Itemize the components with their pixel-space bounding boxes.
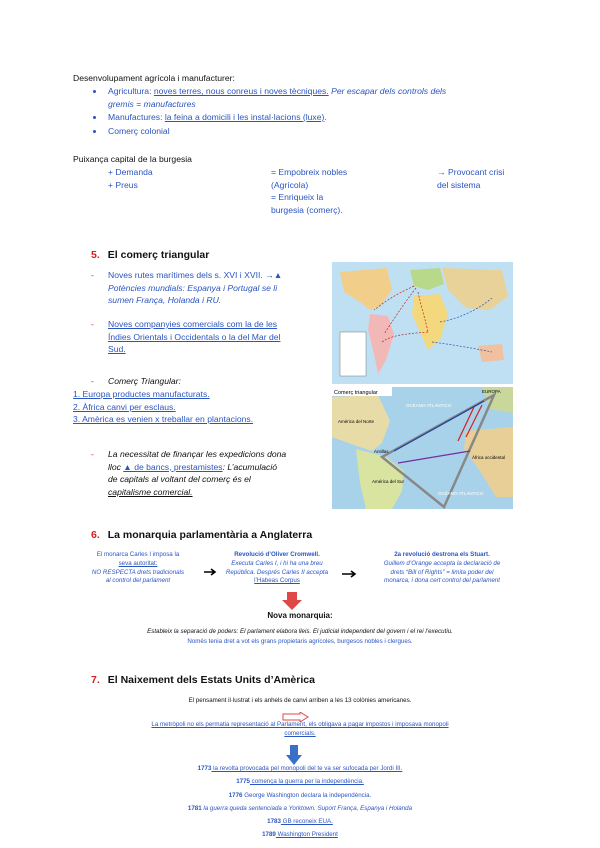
s5-text: lloc (108, 461, 124, 472)
capital-col2-line: burgesia (comerç). (271, 204, 343, 215)
s5-item-companies[interactable] (108, 318, 280, 356)
box-line: monarca, i dona cert control del parlament (384, 577, 500, 585)
s5-item-line: Noves rutes marítimes dels s. XVI i XVII. →▲ (108, 270, 283, 280)
capital-col3-line: → Provocant crisi (437, 167, 505, 177)
bullet-agriculture (108, 85, 446, 98)
capital-col2 (271, 166, 347, 216)
s5-item-line: Índies Orientals i Occidentals o la del Mar del (108, 331, 281, 342)
timeline-text: George Washington declara la independència. (242, 792, 372, 799)
s5-item-banks (108, 448, 286, 498)
s5-item-line: La necessitat de finançar les expedicions dona (108, 449, 287, 459)
world-trade-routes-map (332, 262, 513, 384)
list-item[interactable]: 3. Amèrica es venien x treballar en plantacions. (73, 414, 254, 424)
section-number: 7. (91, 674, 100, 686)
map-title: Comerç triangular (334, 390, 378, 396)
section-6-heading (91, 529, 312, 541)
england-box-charles-i (72, 551, 204, 586)
map-label: Antillas (374, 449, 389, 454)
box-line: drets “Bill of Rights” = limita poder del (390, 568, 494, 576)
timeline-text[interactable]: Washington President (275, 831, 338, 838)
england-box-cromwell (212, 551, 342, 586)
section-number: 5. (91, 249, 100, 261)
s5-item-line: Potències mundials: Espanya i Portugal se li (108, 282, 278, 293)
map-label: África occidental (472, 455, 506, 460)
box-line: al control del parlament (105, 577, 171, 585)
timeline-year: 1776 (228, 792, 243, 799)
s5-text: : L’acumulació (222, 461, 278, 472)
england-box-stuarts (356, 551, 528, 586)
section-number: 6. (91, 529, 100, 541)
list-item[interactable]: 1. Europa productes manufacturats. (73, 389, 210, 399)
timeline-item (30, 778, 570, 787)
map-label: América del Norte (338, 419, 375, 424)
bullet-icon (93, 90, 96, 93)
timeline-text[interactable]: GB reconeix EUA. (280, 818, 333, 825)
box-line: Revolució d’Oliver Cromwell. (234, 551, 320, 558)
capital-col2-line: (Agrícola) (271, 179, 309, 190)
timeline-item (30, 818, 570, 827)
section-title: El Naixement dels Estats Units d’Amèrica (107, 674, 315, 686)
s7-metropolis-line1: La metròpoli no els permatia representació al Parlament, els obligava a pagar impostos i imposava monopoli (151, 721, 449, 728)
box-line: l’Habeas Corpus (254, 577, 300, 585)
list-item[interactable]: 2. Àfrica canvi per esclaus. (73, 401, 176, 412)
s5-numbered-list (73, 388, 253, 426)
timeline-text: la guerra queda sentenciada a Yorktown. Suport França, Espanya i Holanda (201, 805, 413, 812)
timeline-item (30, 805, 570, 814)
capital-col3 (437, 166, 504, 191)
agriculture-note: Per escapar dels controls dels (328, 86, 447, 96)
s5-item-line: Sud. (108, 344, 126, 354)
bullet-icon (93, 116, 96, 119)
capital-col2-line: = Empobreix nobles (271, 167, 348, 177)
box-line: seva autoritat: (118, 559, 158, 567)
new-monarchy-title: Nova monarquia: (267, 611, 333, 620)
timeline-year: 1789 (262, 831, 276, 838)
timeline-year: 1775 (236, 778, 250, 785)
section-title: El comerç triangular (107, 249, 210, 261)
bullet-manufactures (108, 111, 327, 124)
box-line: República. Després Carles II accepta (225, 568, 329, 576)
box-line: NO RESPECTA drets tradicionals (91, 568, 185, 576)
capital-prices: + Preus (108, 179, 138, 190)
capital-col2-line: = Enriqueix la (271, 192, 324, 202)
map-label: América del Sur (372, 479, 405, 484)
s7-metropolis-line2: comercials. (284, 730, 316, 737)
dash-icon: - (91, 270, 94, 280)
section-7-heading (91, 674, 315, 686)
dash-icon: - (91, 449, 94, 459)
s5-triangular-title: Comerç Triangular: (108, 376, 181, 386)
section-title: La monarquia parlamentària a Anglaterra (107, 529, 313, 541)
timeline-item (30, 765, 570, 774)
map-label: OCÉANO ATLÁNTICO (438, 491, 484, 496)
manufactures-label: Manufactures: (108, 112, 165, 122)
capital-col1 (108, 166, 153, 191)
s5-item-routes (108, 269, 282, 307)
banks-link[interactable]: ▲ de bancs, prestamistes (123, 461, 223, 472)
capital-col3-line: del sistema (437, 179, 481, 190)
s5-item-line: sumen França, Holanda i RU. (108, 295, 222, 305)
box-line: El monarca Carles I imposa la (96, 551, 180, 558)
box-line: Guillem d’Orange accepta la declaració de (383, 559, 501, 567)
bullet-colonial-trade: Comerç colonial (108, 126, 170, 136)
timeline-item (30, 792, 570, 801)
manufactures-link[interactable]: la feina a domicili i les instal·lacions (luxe) (164, 112, 325, 122)
capital-demand: + Demanda (108, 167, 153, 177)
map-label: EUROPA (482, 389, 501, 394)
bullet-icon (93, 130, 96, 133)
separation-of-powers-text: Estableix la separació de poders: El parlament elabora lleis. El judicial independent del govern i el rei l’executiu. (147, 628, 453, 635)
box-line: 2a revolució destrona els Stuart. (394, 551, 490, 558)
s5-item-line: capitalisme comercial. (108, 486, 193, 497)
agriculture-note-continued: gremis = manufactures (108, 99, 196, 109)
section-title-development: Desenvolupament agrícola i manufacturer: (73, 73, 235, 83)
timeline-item (30, 831, 570, 840)
map-label: OCÉANO ATLÁNTICO (406, 403, 452, 408)
new-monarchy-line1 (30, 628, 570, 637)
timeline-text[interactable]: comença la guerra per la independència. (249, 778, 364, 785)
dash-icon: - (91, 376, 94, 386)
s7-intro: El pensament il·lustrat i els anhels de canvi arriben a les 13 colònies americanes. (188, 697, 412, 704)
triangular-trade-map (332, 387, 513, 509)
manufactures-period: . (324, 112, 327, 122)
s5-item-line: de capitals al voltant del comerç és el (108, 474, 251, 484)
timeline-text[interactable]: la revolta provocada pel monopoli del te va ser sufocada per Jordi III. (211, 765, 403, 772)
new-monarchy-line2: Només tenia dret a vot els grans propietaris agrícoles, burgesos nobles i clergues. (187, 638, 413, 645)
agriculture-link[interactable]: noves terres, nous conreus i noves tècniques. (153, 86, 329, 96)
agriculture-label: Agricultura: (108, 86, 154, 96)
section-5-heading (91, 249, 209, 261)
timeline-year: 1781 (187, 805, 202, 812)
timeline-year: 1783 (267, 818, 281, 825)
section-title-capital: Puixança capital de la burgesia (73, 154, 192, 164)
timeline-year: 1773 (197, 765, 212, 772)
s5-item-line: Noves companyies comercials com la de les (108, 319, 278, 329)
dash-icon: - (91, 319, 94, 329)
box-line: Executa Carles I, i hi ha una breu (231, 559, 323, 567)
